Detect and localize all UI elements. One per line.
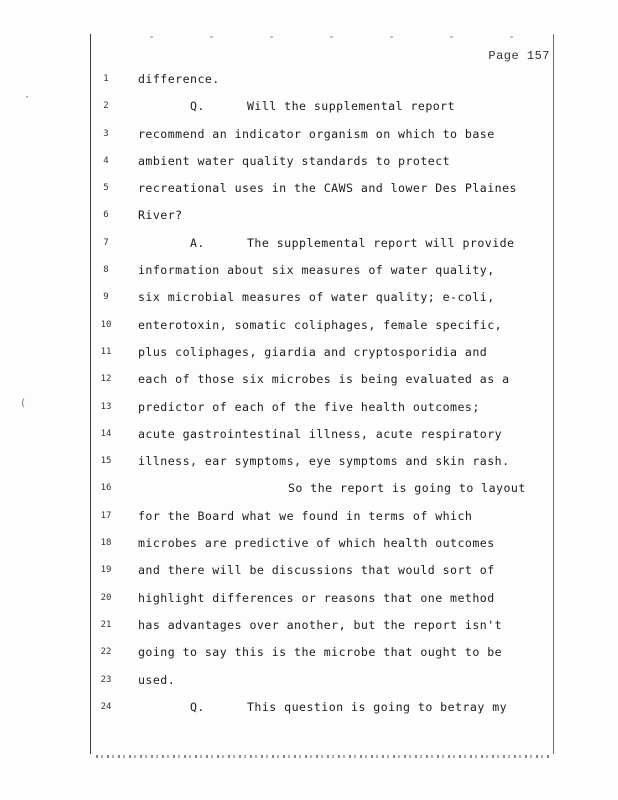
transcript-line [138, 202, 550, 229]
line-number: 16 [100, 483, 112, 494]
line-number: 19 [100, 565, 112, 576]
speaker-marker: Q. [190, 699, 205, 714]
line-number: 18 [100, 538, 112, 549]
line-number: 4 [103, 155, 109, 166]
line-text: So the report is going to layout [288, 481, 526, 496]
line-text: each of those six microbes is being evaluated as a [138, 372, 510, 387]
line-text: River? [138, 208, 183, 223]
transcript-text-column [138, 66, 550, 721]
page-number: Page 157 [488, 49, 550, 63]
line-number: 20 [100, 592, 112, 603]
line-number: 13 [100, 401, 112, 412]
line-number: 6 [103, 210, 109, 221]
transcript-line [138, 284, 550, 311]
transcript-line [138, 230, 550, 257]
transcript-line [138, 694, 550, 721]
transcript-line [138, 148, 550, 175]
speaker-marker: A. [190, 235, 205, 250]
line-text: going to say this is the microbe that ought to be [138, 645, 503, 660]
line-number: 15 [100, 456, 112, 467]
line-text: illness, ear symptoms, eye symptoms and skin rash. [138, 454, 510, 469]
transcript-line [138, 312, 550, 339]
transcript-line [138, 339, 550, 366]
transcript-line [138, 257, 550, 284]
transcript-line [138, 175, 550, 202]
line-text: for the Board what we found in terms of which [138, 508, 473, 523]
line-number-column [95, 66, 117, 721]
line-text: This question is going to betray my [247, 699, 508, 714]
line-number: 9 [103, 292, 109, 303]
line-number: 21 [100, 619, 112, 630]
line-text: difference. [138, 72, 220, 86]
margin-speck: ( [20, 398, 27, 409]
line-text: The supplemental report will provide [247, 235, 515, 250]
line-number: 12 [100, 374, 112, 385]
line-text: used. [138, 672, 176, 687]
transcript-line [138, 530, 550, 557]
bottom-scan-artifact [96, 755, 552, 758]
line-text: Will the supplemental report [247, 99, 456, 114]
speaker-marker: Q. [190, 99, 205, 114]
line-number: 3 [103, 128, 109, 139]
line-number: 2 [103, 101, 109, 112]
line-text: enterotoxin, somatic coliphages, female specific, [138, 317, 503, 332]
line-text: plus coliphages, giardia and cryptosporidia and [138, 344, 488, 359]
transcript-line [138, 667, 550, 694]
line-number: 22 [100, 647, 112, 658]
transcript-line [138, 503, 550, 530]
line-text: and there will be discussions that would sort of [138, 563, 495, 578]
line-text: has advantages over another, but the report isn't [138, 617, 503, 632]
line-text: recreational uses in the CAWS and lower Des Plaines [138, 181, 517, 196]
margin-speck: · [24, 92, 31, 103]
line-number: 24 [100, 701, 112, 712]
transcript-line [138, 612, 550, 639]
transcript-line [138, 448, 550, 475]
line-number: 17 [100, 510, 112, 521]
top-scan-artifact [150, 36, 530, 38]
line-number: 23 [100, 674, 112, 685]
line-text: six microbial measures of water quality; e-coli, [138, 290, 495, 305]
line-text: microbes are predictive of which health outcomes [138, 536, 495, 551]
transcript-line [138, 121, 550, 148]
line-number: 11 [100, 346, 112, 357]
transcript-line [138, 93, 550, 120]
transcript-line [138, 557, 550, 584]
transcript-line [138, 366, 550, 393]
line-number: 10 [100, 319, 112, 330]
line-text: information about six measures of water quality, [138, 263, 495, 278]
transcript-line [138, 66, 550, 93]
line-text: predictor of each of the five health outcomes; [138, 399, 480, 414]
line-number: 14 [100, 428, 112, 439]
line-number: 8 [103, 265, 109, 276]
transcript-line [138, 585, 550, 612]
transcript-line [138, 394, 550, 421]
line-number: 7 [103, 237, 109, 248]
transcript-line [138, 639, 550, 666]
line-text: acute gastrointestinal illness, acute respiratory [138, 426, 503, 441]
line-text: recommend an indicator organism on which to base [138, 126, 495, 141]
transcript-line [138, 475, 550, 502]
right-margin-rule [553, 34, 554, 754]
line-text: ambient water quality standards to protect [138, 153, 451, 168]
left-margin-rule [90, 34, 91, 754]
transcript-line [138, 421, 550, 448]
line-text: highlight differences or reasons that one method [138, 590, 495, 605]
line-number: 5 [103, 183, 109, 194]
line-number: 1 [103, 74, 109, 84]
